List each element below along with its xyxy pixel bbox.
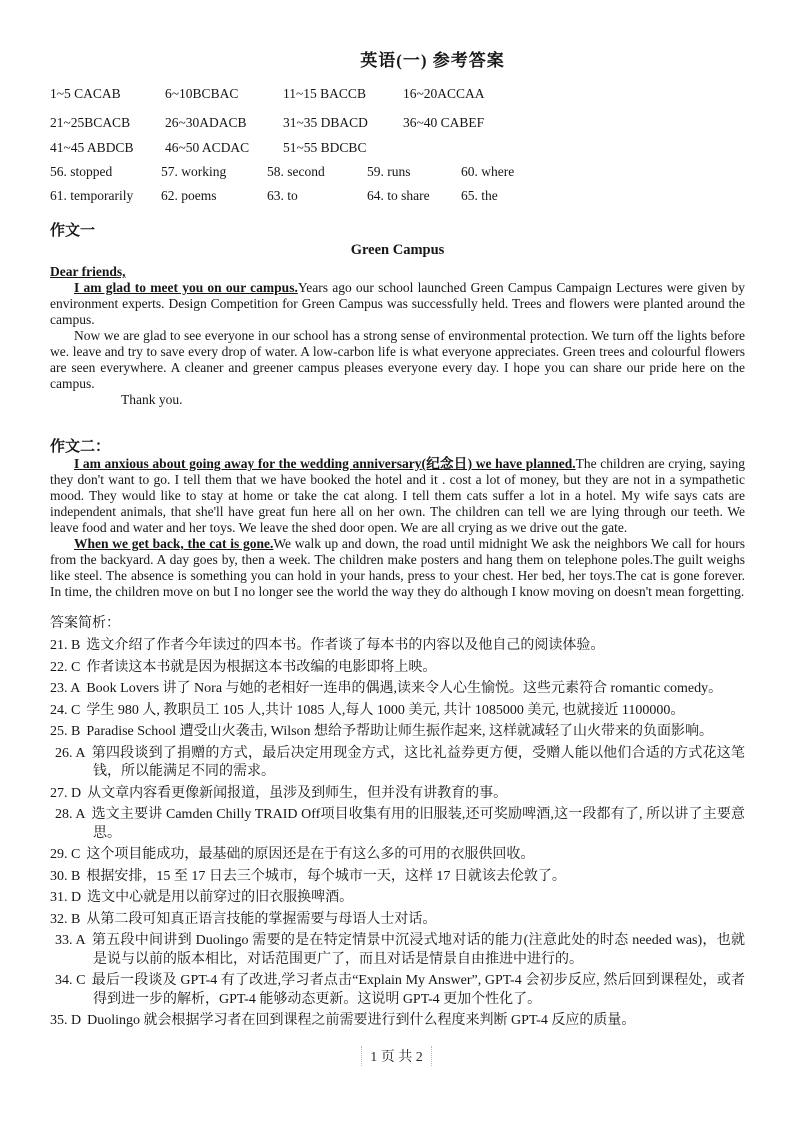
answer-cell: 31~35 DBACD: [283, 115, 368, 130]
answer-cell: 63. to: [267, 188, 298, 203]
analysis-item-25: [50, 723, 745, 742]
answer-key-grid: [50, 86, 745, 204]
answer-cell: 60. where: [461, 164, 515, 179]
essay-one-paragraph-1: [50, 280, 745, 328]
item-text: 这个项目能成功，最基础的原因还是在于有这么多的可用的衣服供回收。: [86, 847, 535, 862]
item-text: 第四段谈到了捐赠的方式，最后决定用现金方式，这比礼益券更方便，受赠人能以他们合适的方式花这笔钱，所以能满足不同的需求。: [91, 745, 745, 779]
key-sentence: When we get back, the cat is gone.: [74, 536, 274, 551]
analysis-item-23: [50, 680, 745, 699]
item-text: 选文介绍了作者今年读过的四本书。作者谈了每本书的内容以及他自己的阅读体验。: [86, 638, 605, 653]
essay-two-heading: 作文二：: [50, 439, 111, 455]
item-number: 35. D: [50, 1013, 82, 1028]
item-text: 从第二段可知真正语言技能的掌握需要与母语人士对话。: [86, 911, 437, 927]
item-text: 从文章内容看更像新闻报道，虽涉及到师生，但并没有讲教育的事。: [87, 785, 508, 801]
item-number: 31. D: [50, 890, 82, 905]
answer-cell: 36~40 CABEF: [403, 115, 485, 130]
answer-row-21-40: [50, 115, 745, 131]
key-sentence: I am glad to meet you on our campus.: [74, 280, 298, 295]
essay-one-closing: Thank you.: [121, 392, 183, 407]
item-number: 26. A: [55, 745, 86, 761]
item-text: Duolingo 就会根据学习者在回到课程之前需要进行到什么程度来判断 GPT-4 反应的质量。: [87, 1013, 636, 1028]
item-number: 23. A: [50, 681, 81, 696]
item-number: 25. B: [50, 724, 81, 739]
item-number: 22. C: [50, 659, 81, 675]
essay-two-section: [50, 438, 745, 600]
answer-cell: 41~45 ABDCB: [50, 140, 134, 155]
essay-one-heading: 作文一: [50, 223, 96, 239]
item-number: 24. C: [50, 702, 81, 718]
item-text: 最后一段谈及 GPT-4 有了改进,学习者点击“Explain My Answer”, GPT-4 会初步反应, 然后回到课程处，或者得到进一步的解析，GPT-4 能够动态更新。这说明 GPT-4 更加个性化了。: [91, 973, 745, 1007]
answer-row-1-20: [50, 86, 745, 102]
answer-analysis-section: [50, 614, 745, 1031]
analysis-item-32: [50, 911, 745, 930]
answer-cell: 6~10BCBAC: [165, 86, 239, 101]
answer-cell: 58. second: [267, 164, 325, 179]
item-text: 第五段中间讲到 Duolingo 需要的是在特定情景中沉浸式地对话的能力(注意此处的时态 needed was)，也就是说与以前的版本相比，对话范围更广了，而且对话是情景自由推进中进行的。: [91, 933, 745, 967]
item-text: 根据安排，15 至 17 日去三个城市，每个城市一天，这样 17 日就该去伦敦了。: [86, 868, 566, 884]
item-text: 选文中心就是用以前穿过的旧衣服换啤酒。: [87, 890, 354, 905]
analysis-item-33: [50, 932, 745, 969]
item-number: 28. A: [55, 807, 86, 822]
essay-one-title: Green Campus: [350, 242, 445, 258]
answer-row-56-60: [50, 164, 745, 180]
item-number: 32. B: [50, 911, 81, 927]
answer-cell: 1~5 CACAB: [50, 86, 121, 101]
analysis-item-34: [50, 972, 745, 1009]
page-number: 1 页 共 2: [361, 1046, 432, 1066]
answer-cell: 65. the: [461, 188, 498, 203]
essay-two-paragraph-1: [50, 456, 745, 536]
essay-two-paragraph-2: [50, 536, 745, 600]
analysis-item-35: [50, 1012, 745, 1031]
paragraph-text: The children are crying, saying they don't want to go. I tell them that we have booked the hotel and it . cost a lot of money, but they are not in a sympathetic mood. They would like to stay at home or take the cat along. I tell them cats suffer a lot in a hotel. My wife says cats are independent animals, that she'll have great fun here all on her own. The children can tell we are lying through our teeth. We leave food and water and her toys. We leave the shed door open. We are all crying as we drive out the gate.: [50, 456, 745, 535]
answer-row-61-65: [50, 188, 745, 204]
answer-cell: 57. working: [161, 164, 227, 179]
answer-cell: 64. to share: [367, 188, 430, 203]
answer-cell: 46~50 ACDAC: [165, 140, 250, 155]
answer-cell: 16~20ACCAA: [403, 86, 485, 101]
item-number: 21. B: [50, 638, 81, 653]
analysis-item-30: [50, 868, 745, 887]
answer-cell: 59. runs: [367, 164, 411, 179]
item-text: 学生 980 人, 教职员工 105 人,共计 1085 人,每人 1000 美元, 共计 1085000 美元, 也就接近 1100000。: [86, 702, 685, 718]
paragraph-text: Years ago our school launched Green Campus Campaign Lectures were given by environment experts. Design Competition for Green Campus was successfully held. Trees and flowers were planted around the campus.: [50, 280, 745, 327]
answer-cell: 21~25BCACB: [50, 115, 131, 130]
item-text: 选文主要讲 Camden Chilly TRAID Off项目收集有用的旧服装,还可奖励啤酒,这一段都有了, 所以讲了主要意思。: [91, 807, 745, 841]
answer-cell: 11~15 BACCB: [283, 86, 366, 101]
item-number: 34. C: [55, 973, 86, 988]
answer-cell: 56. stopped: [50, 164, 113, 179]
analysis-item-26: [50, 745, 745, 782]
essay-one-salutation: [50, 264, 745, 280]
analysis-item-27: [50, 785, 745, 804]
item-number: 30. B: [50, 868, 81, 884]
analysis-item-29: [50, 846, 745, 865]
answer-cell: 51~55 BDCBC: [283, 140, 367, 155]
salutation-text: Dear friends,: [50, 264, 126, 279]
analysis-item-28: [50, 806, 745, 843]
answer-cell: 62. poems: [161, 188, 217, 203]
paragraph-text: We walk up and down, the road until midnight We ask the neighbors We call for hours from the backyard. A day goes by, then a week. The children make posters and hang them on telephone poles.The guilt weighs like steel. The absence is something you can hold in your hands, press to your chest. Her bed, her toys.The cat is gone forever. In time, the children move on but I no longer see the world the way they do although I know moving on doesn't mean forgetting.: [50, 536, 745, 599]
item-text: Book Lovers 讲了 Nora 与她的老相好一连串的偶遇,读来令人心生愉悦。这些元素符合 romantic comedy。: [86, 681, 723, 696]
analysis-item-31: [50, 889, 745, 908]
item-text: Paradise School 遭受山火袭击, Wilson 想给予帮助让师生振作起来, 这样就减轻了山火带来的负面影响。: [86, 724, 714, 739]
key-sentence: I am anxious about going away for the wedding anniversary(纪念日) we have planned.: [74, 456, 576, 471]
analysis-item-24: [50, 702, 745, 721]
item-number: 33. A: [55, 933, 86, 948]
item-number: 27. D: [50, 785, 82, 801]
analysis-heading: 答案简析：: [50, 616, 120, 631]
page-title: 英语(一) 参考答案: [360, 51, 505, 70]
answer-cell: 61. temporarily: [50, 188, 134, 203]
answer-cell: 26~30ADACB: [165, 115, 247, 130]
answer-row-41-55: [50, 140, 745, 156]
essay-one-section: [50, 222, 745, 408]
item-text: 作者读这本书就是因为根据这本书改编的电影即将上映。: [86, 659, 437, 675]
analysis-item-21: [50, 637, 745, 656]
item-number: 29. C: [50, 847, 81, 862]
page-footer: [0, 1046, 793, 1066]
essay-one-paragraph-2: Now we are glad to see everyone in our school has a strong sense of environmental protection. We turn off the lights before we. leave and try to save every drop of water. A low-carbon life is what everyone appreciates. Green trees and colourful flowers are seen everywhere. A cleaner and greener campus pleases everyone every day. I hope you can share our pride here on the campus.: [50, 328, 745, 391]
analysis-item-22: [50, 659, 745, 678]
